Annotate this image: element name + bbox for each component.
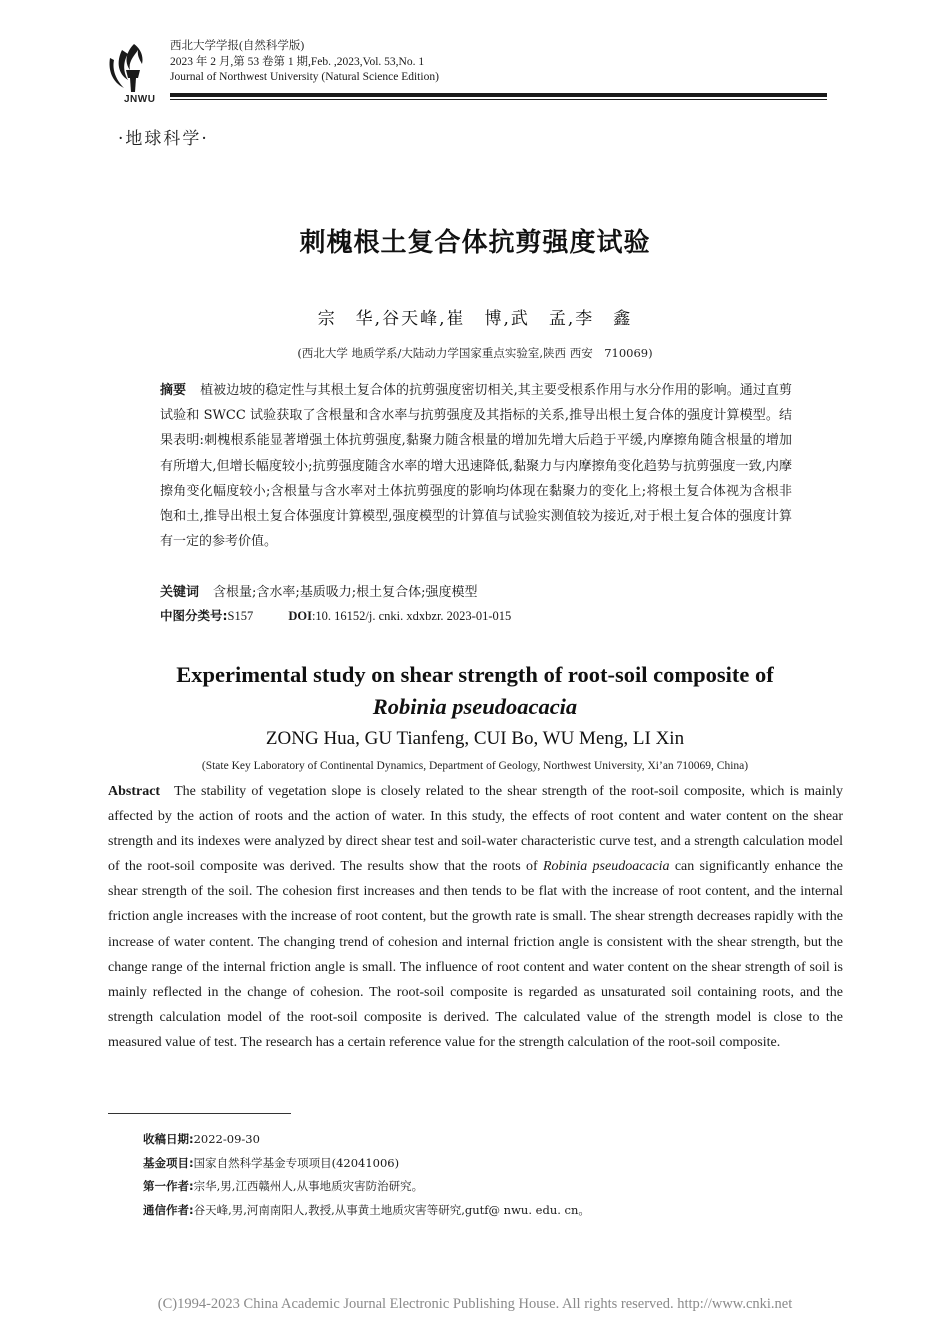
journal-name-cn: 西北大学学报(自然科学版) xyxy=(170,40,305,52)
corresponding-label: 通信作者: xyxy=(143,1202,194,1217)
copyright-notice: (C)1994-2023 China Academic Journal Electronic Publishing House. All rights reserved. http://www.cnki.net xyxy=(157,1296,793,1312)
abstract-en xyxy=(108,779,843,1055)
header-rule-thin xyxy=(170,99,827,100)
clc-value: S157 xyxy=(227,609,254,623)
clc-label: 中图分类号: xyxy=(160,608,228,623)
classification-line xyxy=(160,606,511,624)
first-author-value: 宗华,男,江西赣州人,从事地质灾害防治研究。 xyxy=(193,1179,424,1193)
abstract-cn xyxy=(160,378,792,554)
abstract-en-species: Robinia pseudoacacia xyxy=(542,859,670,875)
footnote-received xyxy=(143,1128,590,1152)
footnote-corresponding xyxy=(143,1199,590,1223)
doi-label: DOI xyxy=(288,609,312,623)
issue-line: 2023 年 2 月,第 53 卷第 1 期,Feb. ,2023,Vol. 53,No. 1 xyxy=(170,55,425,68)
keywords-cn-label: 关键词 xyxy=(160,585,200,600)
title-en-line2: Robinia pseudoacacia xyxy=(372,694,578,719)
abstract-en-label: Abstract xyxy=(108,784,161,799)
journal-name-en: Journal of Northwest University (Natural Science Edition) xyxy=(170,71,439,83)
authors-en: ZONG Hua, GU Tianfeng, CUI Bo, WU Meng, LI Xin xyxy=(265,728,685,749)
abstract-en-text-1: The stability of vegetation slope is closely related to the shear strength of the root-soil composite, which is mainly affected by the action of roots and the action of water. In this study, the effects of root content and water content on the shear strength and its indexes were analyzed by direct shear test and soil-water characteristic curve test, and a strength calculation model of the root-soil composite was derived. The results show that the roots of xyxy=(108,784,843,875)
affiliation-en: (State Key Laboratory of Continental Dynamics, Department of Geology, Northwest University, Xi’an 710069, China) xyxy=(201,760,749,772)
footnotes xyxy=(143,1128,590,1222)
abstract-en-text-2: can significantly enhance the shear strength of the soil. The cohesion first increases and then tends to be flat with the increase of root content, and the internal friction angle increases with the increase of root content, but the growth rate is small. The shear strength decreases rapidly with the increase of water content. The changing trend of cohesion and internal friction angle is consistent with the shear strength, but the change range of the internal friction angle is small. The influence of root content and water content on the shear strength of soil is mainly reflected in the change of cohesion. The root-soil composite is regarded as unsaturated soil containing roots, and the strength calculation model of the root-soil composite is derived. The calculated value of the strength model is close to the measured value of test. The research has a certain reference value for the strength calculation of the root-soil composite. xyxy=(108,859,844,1050)
doi-value: :10. 16152/j. cnki. xdxbzr. 2023-01-015 xyxy=(311,609,512,623)
keywords-cn xyxy=(160,581,478,600)
torch-logo-icon xyxy=(104,40,164,96)
received-label: 收稿日期: xyxy=(143,1132,194,1146)
header-rule-thick xyxy=(170,93,827,97)
footnote-first-author xyxy=(143,1175,590,1199)
fund-value: 国家自然科学基金专项项目(42041006) xyxy=(193,1155,400,1170)
article-title-en xyxy=(0,659,950,723)
article-title-cn: 刺槐根土复合体抗剪强度试验 xyxy=(299,228,651,258)
corresponding-value: 谷天峰,男,河南南阳人,教授,从事黄土地质灾害等研究,gutf@ nwu. edu. cn。 xyxy=(193,1202,590,1217)
abstract-cn-text: 植被边坡的稳定性与其根土复合体的抗剪强度密切相关,其主要受根系作用与水分作用的影响。通过直剪试验和 SWCC 试验获取了含根量和含水率与抗剪强度及其指标的关系,推导出根土复合体的强度计算模型。结果表明:刺槐根系能显著增强土体抗剪强度,黏聚力随含根量的增加先增大后趋于平缓,内摩擦角随含根量的增加有所增大,但增长幅度较小;抗剪强度随含水率的增大迅速降低,黏聚力与内摩擦角变化趋势与抗剪强度一致,内摩擦角变化幅度较小;含根量与含水率对土体抗剪强度的影响均体现在黏聚力的变化上;将根土复合体视为含根非饱和土,推导出根土复合体强度计算模型,强度模型的计算值与试验实测值较为接近,对于根土复合体的强度计算有一定的参考价值。 xyxy=(160,383,792,550)
journal-logo xyxy=(104,40,164,106)
fund-label: 基金项目: xyxy=(143,1155,194,1170)
abstract-cn-label: 摘要 xyxy=(160,383,187,398)
logo-text: JNWU xyxy=(124,94,156,105)
section-label: ·地球科学· xyxy=(118,129,209,149)
journal-header xyxy=(170,39,439,86)
footnote-fund xyxy=(143,1152,590,1176)
first-author-label: 第一作者: xyxy=(143,1179,194,1193)
footnote-rule xyxy=(108,1113,291,1114)
authors-cn: 宗 华,谷天峰,崔 博,武 孟,李 鑫 xyxy=(317,309,633,329)
title-en-line1: Experimental study on shear strength of root-soil composite of xyxy=(176,662,774,687)
affiliation-cn: (西北大学 地质学系/大陆动力学国家重点实验室,陕西 西安 710069) xyxy=(297,346,653,360)
received-value: 2022-09-30 xyxy=(193,1132,260,1146)
keywords-cn-text: 含根量;含水率;基质吸力;根土复合体;强度模型 xyxy=(213,585,478,600)
